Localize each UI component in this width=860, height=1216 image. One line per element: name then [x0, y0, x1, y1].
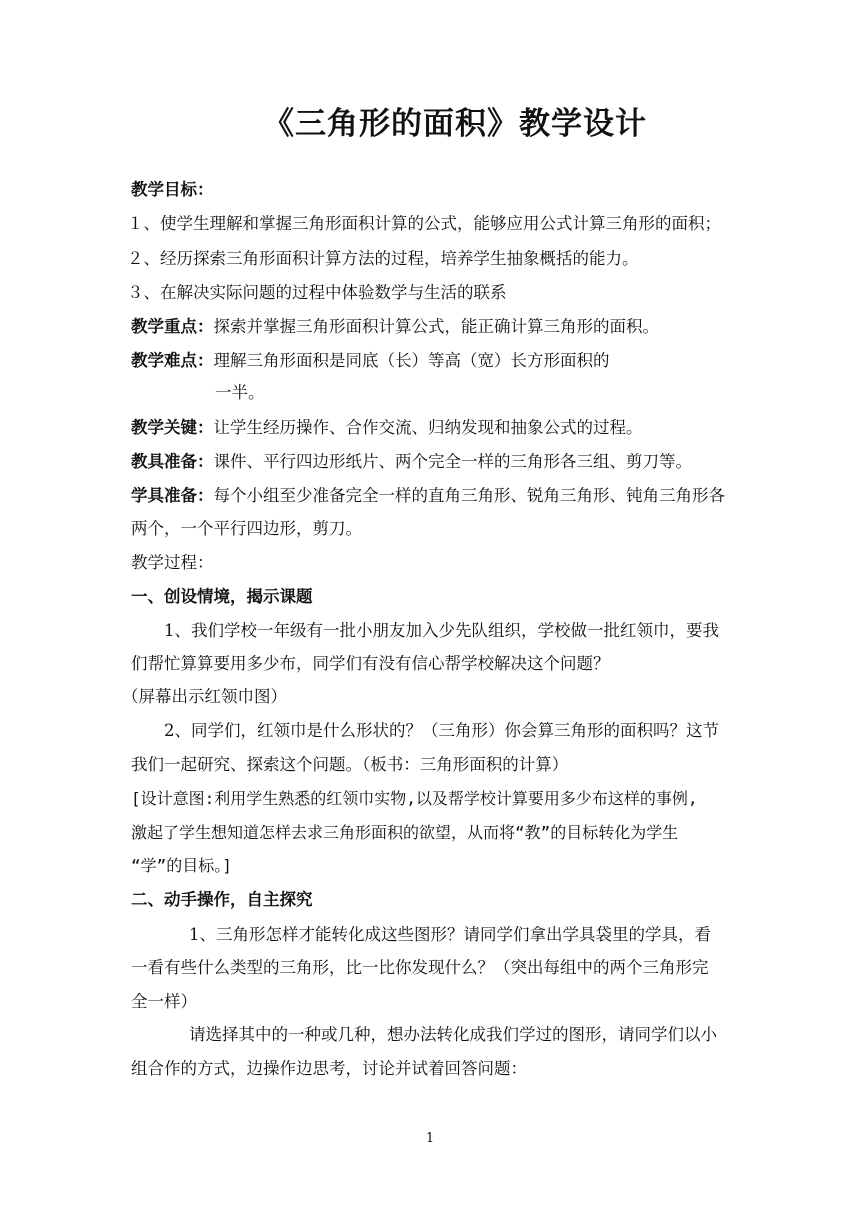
design-note-line3: “学”的目标。] — [131, 856, 232, 875]
difficulty-row — [131, 351, 610, 371]
section1-p1-line3: （屏幕出示红领巾图） — [122, 687, 287, 706]
section2-p2-line1: 请选择其中的一种或几种，想办法转化成我们学过的图形，请同学们以小 — [189, 1025, 717, 1044]
objective-item-3: ３、在解决实际问题的过程中体验数学与生活的联系 — [127, 283, 507, 302]
key-row — [131, 418, 643, 438]
difficulty-text-cont: 一半。 — [215, 383, 265, 402]
section1-p1-line1: 1、我们学校一年级有一批小朋友加入少先队组织，学校做一批红领巾，要我 — [164, 621, 719, 640]
design-note-line2: 激起了学生想知道怎样去求三角形面积的欲望，从而将“教”的目标转化为学生 — [131, 823, 679, 842]
section2-p1-line2: 一看有些什么类型的三角形，比一比你发现什么？（突出每组中的两个三角形完 — [131, 958, 709, 977]
page-number: 1 — [425, 1131, 435, 1146]
key-point-text: 探索并掌握三角形面积计算公式，能正确计算三角形的面积。 — [213, 317, 659, 336]
process-heading: 教学过程： — [131, 553, 214, 572]
section2-p1-line1: 1、三角形怎样才能转化成这些图形？请同学们拿出学具袋里的学具，看 — [189, 925, 711, 944]
design-note-line1: [设计意图:利用学生熟悉的红领巾实物,以及帮学校计算要用多少布这样的事例, — [131, 789, 698, 808]
key-text: 让学生经历操作、合作交流、归纳发现和抽象公式的过程。 — [213, 418, 643, 437]
objective-item-2: ２、经历探索三角形面积计算方法的过程，培养学生抽象概括的能力。 — [127, 249, 639, 268]
objective-item-1: １、使学生理解和掌握三角形面积计算的公式，能够应用公式计算三角形的面积； — [127, 214, 721, 233]
teacher-tools-label: 教具准备： — [131, 452, 214, 471]
difficulty-text: 理解三角形面积是同底（长）等高（宽）长方形面积的 — [213, 351, 610, 370]
student-tools-text-cont: 两个，一个平行四边形，剪刀。 — [131, 519, 362, 538]
document-title: 《三角形的面积》教学设计 — [263, 106, 647, 142]
key-point-row — [131, 317, 659, 337]
student-tools-label: 学具准备： — [131, 486, 214, 505]
section2-p2-line2: 组合作的方式，边操作边思考，讨论并试着回答问题： — [131, 1059, 527, 1078]
section1-p2-line1: 2、同学们，红领巾是什么形状的？（三角形）你会算三角形的面积吗？这节 — [164, 721, 719, 740]
section1-heading: 一、创设情境，揭示课题 — [131, 587, 313, 606]
difficulty-label: 教学难点： — [131, 351, 214, 370]
student-tools-row — [131, 486, 725, 506]
key-label: 教学关键： — [131, 418, 214, 437]
key-point-label: 教学重点： — [131, 317, 214, 336]
student-tools-text: 每个小组至少准备完全一样的直角三角形、锐角三角形、钝角三角形各 — [213, 486, 725, 505]
teacher-tools-text: 课件、平行四边形纸片、两个完全一样的三角形各三组、剪刀等。 — [213, 452, 692, 471]
section1-p2-line2: 我们一起研究、探索这个问题。（板书：三角形面积的计算） — [131, 755, 569, 774]
section2-p1-line3: 全一样） — [131, 992, 197, 1011]
section2-heading: 二、动手操作，自主探究 — [131, 890, 313, 909]
objectives-heading: 教学目标： — [131, 180, 214, 199]
section1-p1-line2: 们帮忙算算要用多少布，同学们有没有信心帮学校解决这个问题？ — [131, 654, 610, 673]
teacher-tools-row — [131, 452, 692, 472]
